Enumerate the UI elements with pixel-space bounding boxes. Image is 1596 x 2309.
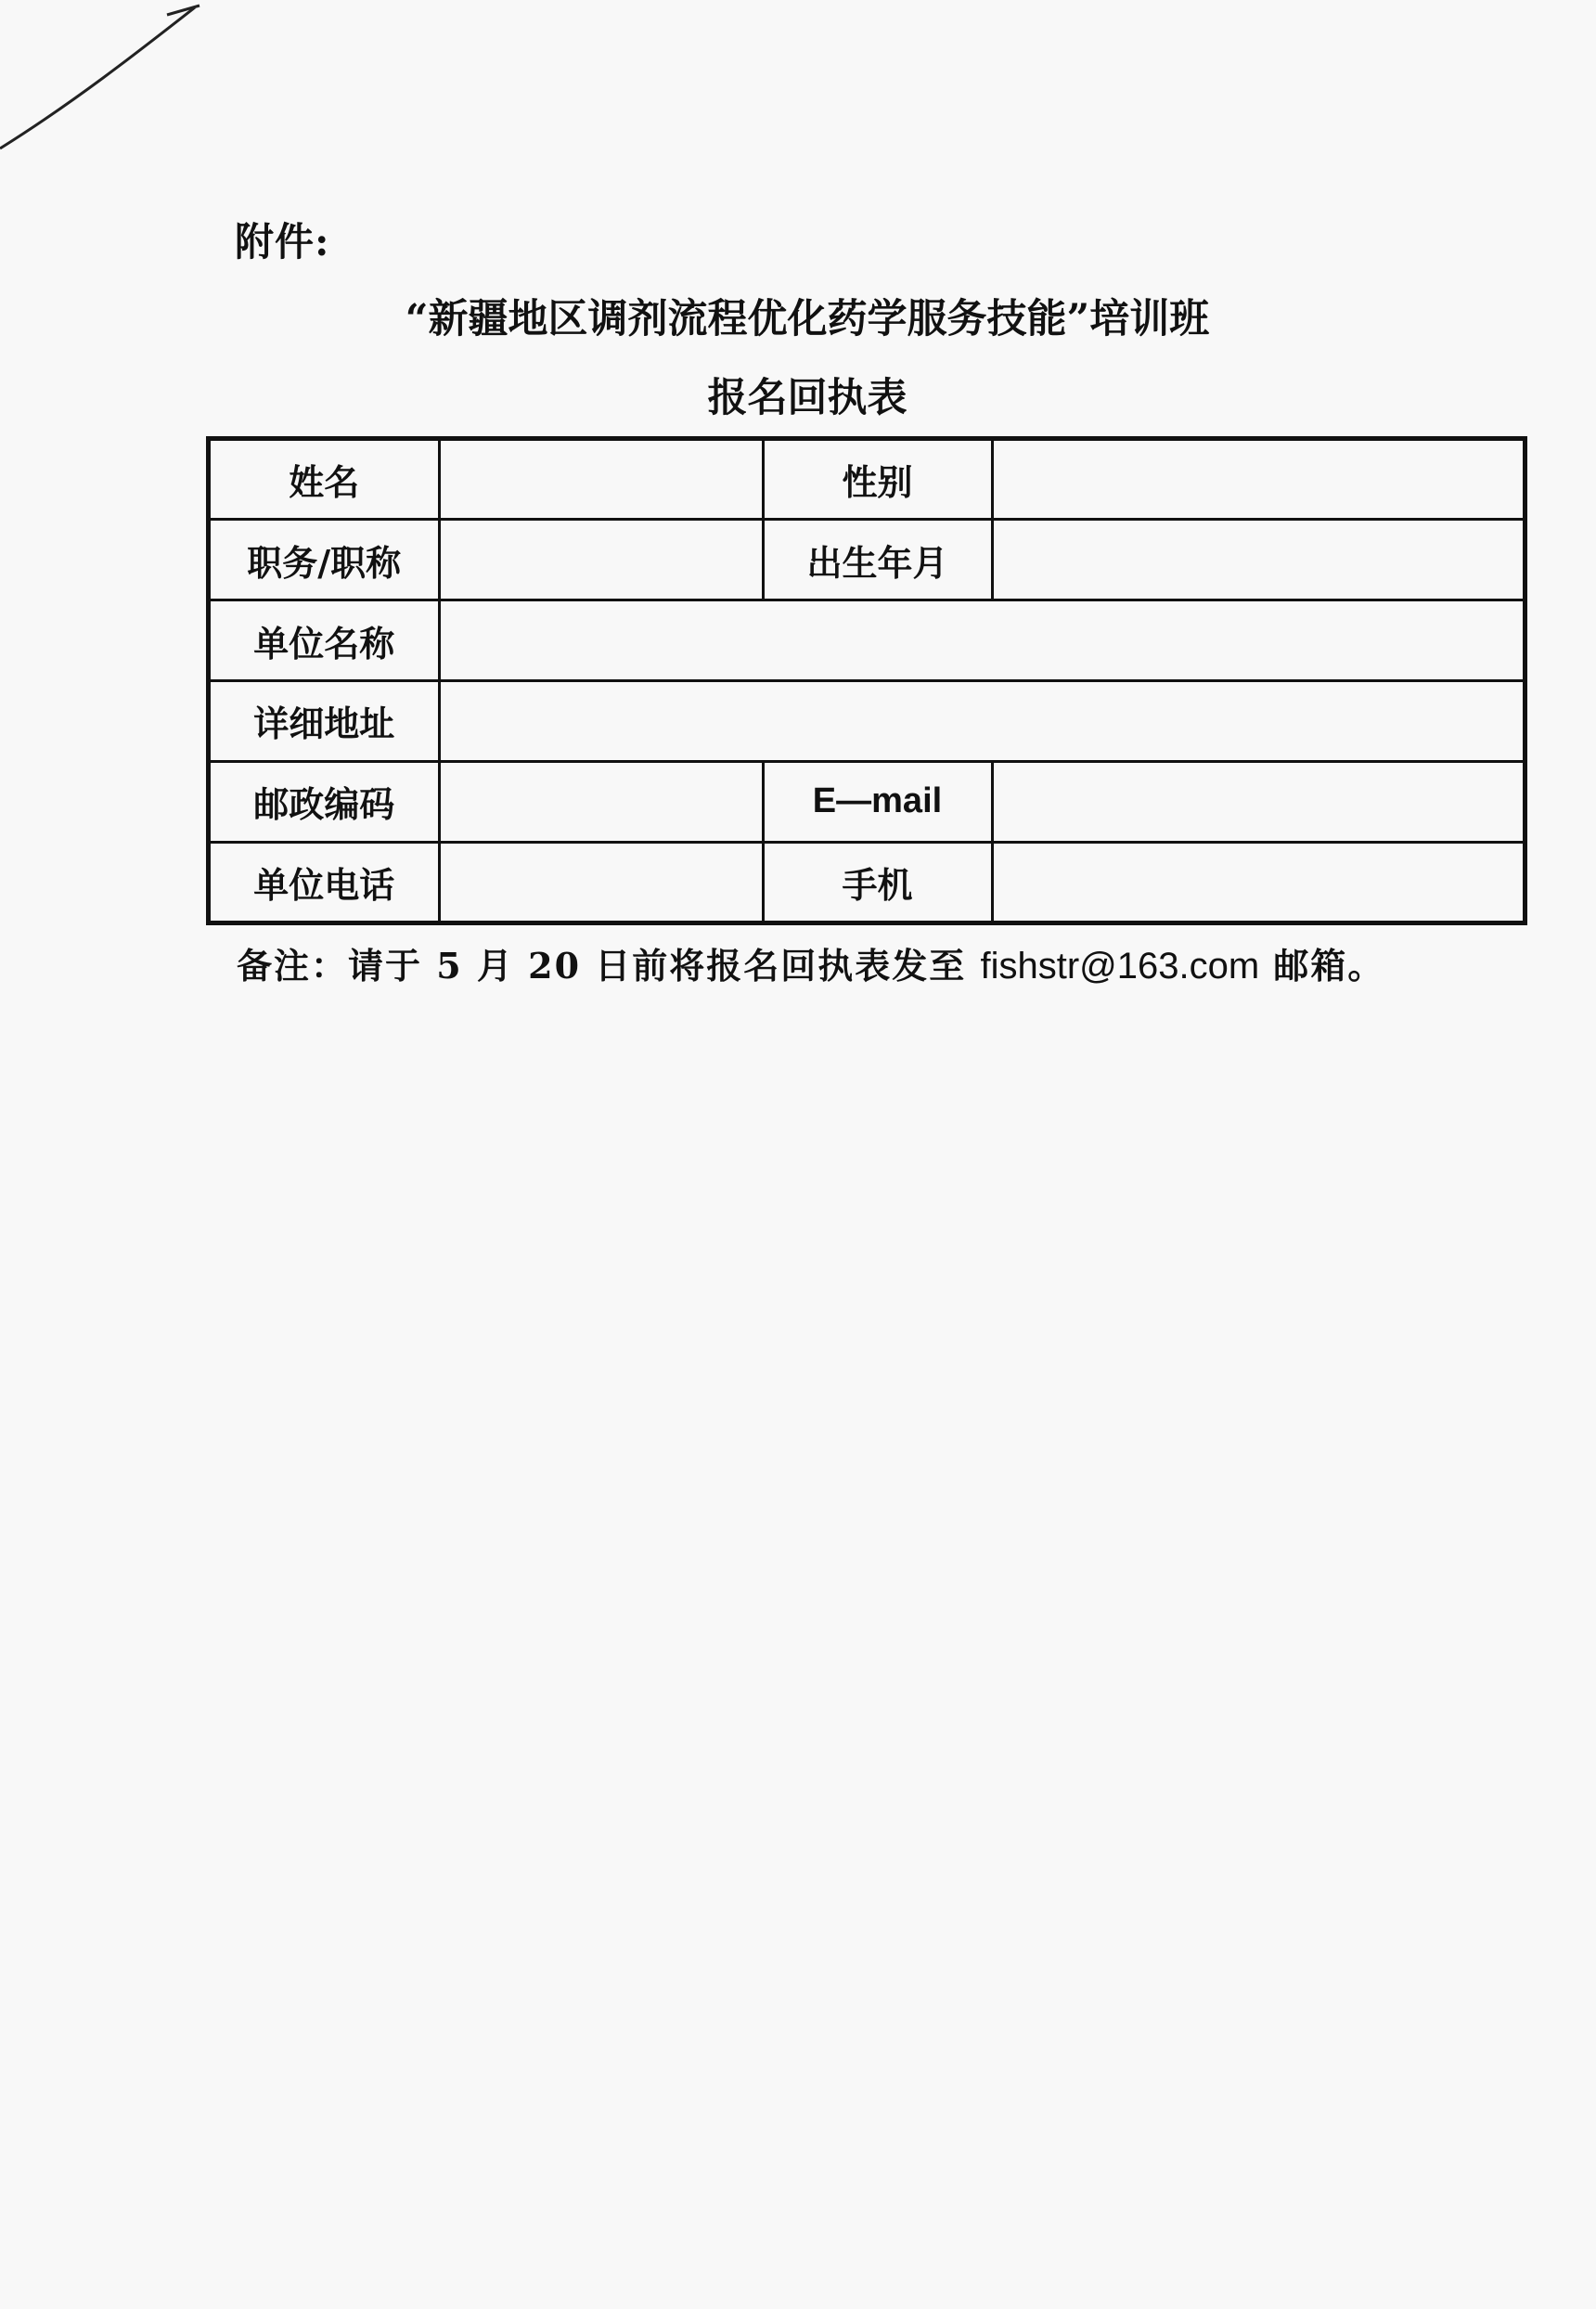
registration-form (206, 436, 1527, 925)
label-organization: 单位名称 (211, 600, 439, 681)
field-email[interactable] (992, 761, 1523, 842)
note-suffix: 邮箱。 (1259, 945, 1385, 987)
label-gender: 性别 (763, 441, 992, 520)
label-email: E—mail (763, 761, 992, 842)
attachment-label: 附件: (235, 219, 330, 264)
label-birth-date: 出生年月 (763, 520, 992, 600)
form-row-title-birth (211, 520, 1523, 600)
field-birth-date[interactable] (992, 520, 1523, 600)
label-address: 详细地址 (211, 680, 439, 761)
label-mobile: 手机 (763, 842, 992, 921)
field-organization[interactable] (439, 600, 1523, 681)
field-gender[interactable] (992, 441, 1523, 520)
field-position-title[interactable] (439, 520, 763, 600)
document-subtitle: 报名回执表 (707, 375, 907, 421)
field-office-phone[interactable] (439, 842, 763, 921)
label-name: 姓名 (211, 441, 439, 520)
corner-scan-mark (0, 0, 223, 176)
form-row-name-gender (211, 441, 1523, 520)
form-row-postcode-email (211, 761, 1523, 842)
form-row-address (211, 680, 1523, 761)
note-email: fishstr@163.com (980, 946, 1260, 987)
field-address[interactable] (439, 680, 1523, 761)
field-mobile[interactable] (992, 842, 1523, 921)
label-postcode: 邮政编码 (211, 761, 439, 842)
label-office-phone: 单位电话 (211, 842, 439, 921)
submission-note (237, 937, 1384, 988)
document-title: “新疆地区调剂流程优化药学服务技能”培训班 (405, 296, 1210, 342)
field-name[interactable] (439, 441, 763, 520)
note-prefix: 备注：请于 5 月 20 日前将报名回执表发至 (237, 945, 981, 987)
form-row-organization (211, 600, 1523, 681)
label-position-title: 职务/职称 (211, 520, 439, 600)
form-row-phone-mobile (211, 842, 1523, 921)
field-postcode[interactable] (439, 761, 763, 842)
